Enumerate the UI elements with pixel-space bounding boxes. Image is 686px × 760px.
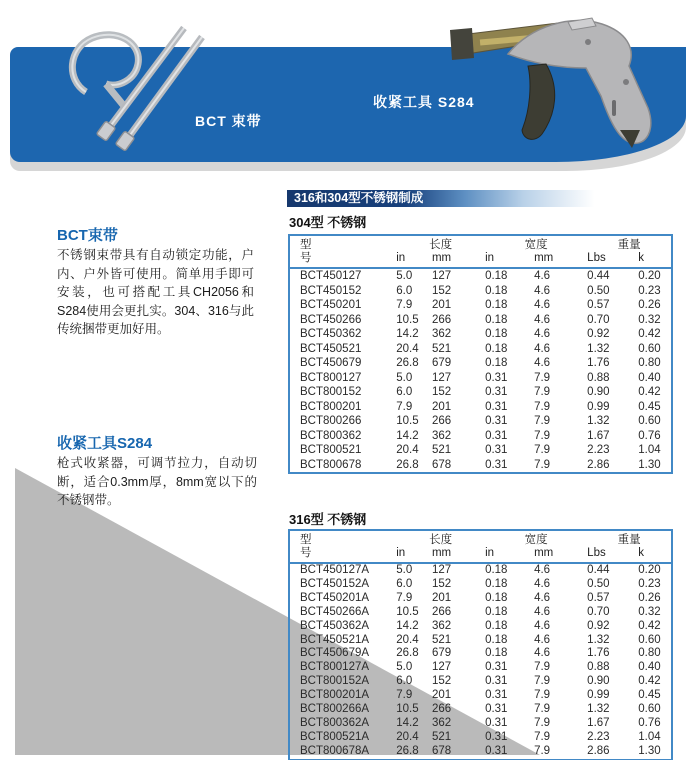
spec-value-cell: 20.4 — [396, 730, 419, 743]
spec-value-cell: 266 — [431, 415, 452, 427]
spec-value-cell: 0.32 — [638, 313, 661, 326]
col-header-width: 宽度 — [524, 534, 548, 546]
model-number-cell: BCT450152 — [300, 284, 362, 297]
spec-value-cell: 0.26 — [638, 299, 661, 311]
table-row — [289, 689, 672, 703]
table-row — [289, 400, 672, 415]
spec-value-cell: 0.50 — [587, 284, 610, 297]
col-header-weight: 重量 — [617, 534, 641, 546]
col-header-mm: mm — [432, 252, 485, 268]
banner-label-cable-tie: BCT 束带 — [195, 113, 262, 129]
spec-value-cell: 127 — [431, 270, 452, 282]
spec-value-cell: 7.9 — [396, 299, 413, 311]
spec-value-cell: 4.6 — [534, 270, 551, 282]
spec-value-cell: 7.9 — [396, 689, 413, 702]
spec-value-cell: 0.80 — [638, 357, 661, 369]
spec-value-cell: 0.18 — [485, 313, 508, 326]
spec-value-cell: 0.90 — [587, 386, 610, 398]
table-row — [289, 634, 672, 648]
spec-value-cell: 0.99 — [587, 400, 610, 413]
spec-value-cell: 362 — [431, 619, 452, 632]
spec-value-cell: 7.9 — [534, 730, 551, 743]
spec-value-cell: 0.60 — [638, 342, 661, 355]
spec-value-cell: 2.86 — [587, 458, 610, 471]
spec-value-cell: 0.45 — [638, 689, 661, 702]
spec-value-cell: 678 — [431, 458, 452, 471]
section-title-cable-tie: BCT束带 — [57, 227, 118, 244]
table-row — [289, 414, 672, 429]
table-row — [289, 703, 672, 717]
table-row — [289, 717, 672, 731]
model-number-cell: BCT800201 — [300, 400, 362, 413]
spec-value-cell: 0.31 — [485, 386, 508, 398]
spec-value-cell: 0.23 — [638, 577, 661, 590]
section-title-tool: 收紧工具S284 — [57, 435, 153, 452]
spec-value-cell: 14.2 — [396, 716, 419, 729]
spec-value-cell: 679 — [431, 357, 452, 369]
spec-value-cell: 152 — [431, 577, 452, 590]
col-header-width: 宽度 — [524, 239, 548, 251]
spec-value-cell: 10.5 — [396, 703, 419, 716]
spec-value-cell: 0.23 — [638, 284, 661, 297]
spec-value-cell: 0.42 — [638, 675, 661, 688]
spec-value-cell: 0.31 — [485, 415, 508, 427]
spec-value-cell: 4.6 — [534, 633, 551, 646]
spec-value-cell: 0.40 — [638, 661, 661, 674]
col-header-mm: mm — [432, 547, 485, 563]
spec-value-cell: 679 — [431, 647, 452, 660]
spec-value-cell: 0.31 — [485, 689, 508, 702]
spec-value-cell: 266 — [431, 313, 452, 326]
table-header-row — [289, 235, 672, 252]
col-header-mm: mm — [534, 252, 587, 268]
spec-value-cell: 0.18 — [485, 564, 508, 576]
table-row — [289, 371, 672, 386]
model-number-cell: BCT450127 — [300, 270, 362, 282]
model-number-cell: BCT800152A — [300, 675, 370, 688]
table-title-304: 304型 不锈钢 — [289, 215, 367, 230]
table-header-row — [289, 547, 672, 563]
spec-value-cell: 7.9 — [534, 386, 551, 398]
spec-value-cell: 0.32 — [638, 605, 661, 618]
model-number-cell: BCT450201 — [300, 299, 362, 311]
col-header-in: in — [396, 547, 432, 563]
spec-table-316 — [288, 529, 673, 760]
spec-value-cell: 0.42 — [638, 386, 661, 398]
model-number-cell: BCT800678 — [300, 458, 362, 471]
spec-value-cell: 0.18 — [485, 357, 508, 369]
col-header-model-bottom: 号 — [289, 252, 396, 268]
spec-value-cell: 0.88 — [587, 661, 610, 674]
spec-value-cell: 7.9 — [534, 661, 551, 674]
model-number-cell: BCT800201A — [300, 689, 370, 702]
spec-value-cell: 10.5 — [396, 313, 419, 326]
model-number-cell: BCT450152A — [300, 577, 370, 590]
table-row — [289, 620, 672, 634]
col-header-k: k — [638, 547, 672, 563]
spec-value-cell: 152 — [431, 386, 452, 398]
spec-value-cell: 0.31 — [485, 371, 508, 384]
spec-value-cell: 6.0 — [396, 577, 413, 590]
model-number-cell: BCT800127 — [300, 371, 362, 384]
spec-value-cell: 0.88 — [587, 371, 610, 384]
spec-value-cell: 10.5 — [396, 605, 419, 618]
spec-value-cell: 0.31 — [485, 744, 508, 757]
table-title-316: 316型 不锈钢 — [289, 512, 367, 527]
spec-value-cell: 0.31 — [485, 703, 508, 716]
table-row — [289, 661, 672, 675]
model-number-cell: BCT450362 — [300, 328, 362, 340]
spec-value-cell: 0.18 — [485, 284, 508, 297]
spec-value-cell: 20.4 — [396, 342, 419, 355]
spec-value-cell: 2.23 — [587, 444, 610, 456]
spec-value-cell: 6.0 — [396, 675, 413, 688]
model-number-cell: BCT450521A — [300, 633, 370, 646]
spec-value-cell: 6.0 — [396, 386, 413, 398]
spec-value-cell: 1.32 — [587, 633, 610, 646]
spec-value-cell: 1.32 — [587, 415, 610, 427]
spec-value-cell: 0.31 — [485, 675, 508, 688]
model-number-cell: BCT450266A — [300, 605, 370, 618]
banner-label-tool: 收紧工具 S284 — [373, 94, 475, 110]
spec-value-cell: 0.60 — [638, 415, 661, 427]
spec-value-cell: 7.9 — [534, 415, 551, 427]
spec-value-cell: 521 — [431, 633, 452, 646]
spec-value-cell: 0.42 — [638, 619, 661, 632]
spec-value-cell: 362 — [431, 328, 452, 340]
spec-value-cell: 4.6 — [534, 564, 551, 576]
spec-value-cell: 678 — [431, 744, 452, 757]
tension-tool-illustration — [450, 10, 686, 152]
col-header-length: 长度 — [429, 534, 453, 546]
spec-value-cell: 152 — [431, 675, 452, 688]
table-row — [289, 606, 672, 620]
table-row — [289, 578, 672, 592]
spec-value-cell: 7.9 — [534, 675, 551, 688]
spec-value-cell: 127 — [431, 661, 452, 674]
table-row — [289, 443, 672, 458]
section-body-cable-tie: 不锈钢束带具有自动锁定功能，户内、户外皆可使用。简单用手即可安装，也可搭配工具CH2056和S284使用会更扎实。304、316与此传统捆带更加好用。 — [57, 248, 254, 336]
spec-value-cell: 0.90 — [587, 675, 610, 688]
spec-value-cell: 7.9 — [534, 689, 551, 702]
table-header-row — [289, 252, 672, 268]
spec-value-cell: 4.6 — [534, 342, 551, 355]
table-row — [289, 284, 672, 299]
model-number-cell: BCT450679 — [300, 357, 362, 369]
spec-value-cell: 4.6 — [534, 284, 551, 297]
spec-value-cell: 7.9 — [534, 716, 551, 729]
spec-value-cell: 0.18 — [485, 342, 508, 355]
spec-value-cell: 6.0 — [396, 284, 413, 297]
spec-value-cell: 26.8 — [396, 647, 419, 660]
spec-value-cell: 5.0 — [396, 661, 413, 674]
spec-value-cell: 0.44 — [587, 564, 610, 576]
col-header-in: in — [485, 252, 534, 268]
spec-value-cell: 0.60 — [638, 703, 661, 716]
spec-section-header: 316和304型不锈钢制成 — [287, 190, 681, 207]
spec-value-cell: 521 — [431, 730, 452, 743]
table-row — [289, 356, 672, 371]
col-header-k: k — [638, 252, 672, 268]
spec-value-cell: 10.5 — [396, 415, 419, 427]
spec-value-cell: 4.6 — [534, 299, 551, 311]
spec-value-cell: 1.30 — [638, 744, 661, 757]
col-header-weight: 重量 — [617, 239, 641, 251]
col-header-lbs: Lbs — [587, 547, 638, 563]
spec-value-cell: 0.18 — [485, 299, 508, 311]
spec-value-cell: 201 — [431, 400, 452, 413]
spec-value-cell: 0.18 — [485, 328, 508, 340]
table-row — [289, 458, 672, 474]
spec-value-cell: 14.2 — [396, 328, 419, 340]
spec-value-cell: 5.0 — [396, 564, 413, 576]
col-header-in: in — [485, 547, 534, 563]
table-row — [289, 731, 672, 745]
spec-value-cell: 0.57 — [587, 299, 610, 311]
col-header-model-bottom: 号 — [289, 547, 396, 563]
model-number-cell: BCT450127A — [300, 564, 370, 576]
spec-value-cell: 5.0 — [396, 270, 413, 282]
table-row — [289, 429, 672, 444]
spec-value-cell: 521 — [431, 444, 452, 456]
spec-value-cell: 26.8 — [396, 458, 419, 471]
spec-value-cell: 0.18 — [485, 633, 508, 646]
col-header-model-top: 型 — [300, 534, 312, 546]
spec-value-cell: 0.70 — [587, 605, 610, 618]
spec-value-cell: 0.31 — [485, 716, 508, 729]
table-row — [289, 385, 672, 400]
spec-value-cell: 152 — [431, 284, 452, 297]
cable-ties-illustration — [58, 20, 218, 155]
spec-value-cell: 0.99 — [587, 689, 610, 702]
col-header-length: 长度 — [429, 239, 453, 251]
col-header-in: in — [396, 252, 432, 268]
spec-value-cell: 0.31 — [485, 730, 508, 743]
spec-value-cell: 1.04 — [638, 730, 661, 743]
spec-value-cell: 5.0 — [396, 371, 413, 384]
col-header-model-top: 型 — [300, 239, 312, 251]
spec-value-cell: 26.8 — [396, 357, 419, 369]
spec-value-cell: 0.92 — [587, 619, 610, 632]
spec-value-cell: 4.6 — [534, 591, 551, 604]
spec-value-cell: 266 — [431, 605, 452, 618]
spec-value-cell: 0.76 — [638, 716, 661, 729]
spec-value-cell: 1.30 — [638, 458, 661, 471]
spec-value-cell: 0.50 — [587, 577, 610, 590]
col-header-lbs: Lbs — [587, 252, 638, 268]
model-number-cell: BCT450679A — [300, 647, 370, 660]
spec-value-cell: 1.32 — [587, 703, 610, 716]
spec-value-cell: 0.60 — [638, 633, 661, 646]
spec-value-cell: 0.31 — [485, 444, 508, 456]
model-number-cell: BCT800678A — [300, 744, 370, 757]
spec-value-cell: 4.6 — [534, 605, 551, 618]
model-number-cell: BCT800521 — [300, 444, 362, 456]
table-header-row — [289, 530, 672, 547]
model-number-cell: BCT450362A — [300, 619, 370, 632]
table-row — [289, 592, 672, 606]
spec-value-cell: 20.4 — [396, 444, 419, 456]
spec-value-cell: 521 — [431, 342, 452, 355]
model-number-cell: BCT800266A — [300, 703, 370, 716]
table-row — [289, 268, 672, 284]
spec-value-cell: 7.9 — [534, 371, 551, 384]
spec-value-cell: 4.6 — [534, 328, 551, 340]
spec-value-cell: 7.9 — [396, 591, 413, 604]
spec-value-cell: 2.86 — [587, 744, 610, 757]
spec-value-cell: 7.9 — [534, 444, 551, 456]
section-body-tool: 枪式收紧器，可调节拉力，自动切断，适合0.3mm厚，8mm宽以下的不锈钢带。 — [57, 456, 257, 507]
spec-value-cell: 0.20 — [638, 270, 661, 282]
spec-value-cell: 0.18 — [485, 577, 508, 590]
model-number-cell: BCT800152 — [300, 386, 362, 398]
spec-value-cell: 4.6 — [534, 577, 551, 590]
spec-value-cell: 0.31 — [485, 458, 508, 471]
table-row — [289, 647, 672, 661]
spec-value-cell: 127 — [431, 564, 452, 576]
spec-value-cell: 1.67 — [587, 429, 610, 442]
spec-value-cell: 4.6 — [534, 619, 551, 632]
spec-value-cell: 7.9 — [534, 400, 551, 413]
spec-value-cell: 266 — [431, 703, 452, 716]
spec-value-cell: 2.23 — [587, 730, 610, 743]
table-row — [289, 313, 672, 328]
model-number-cell: BCT800521A — [300, 730, 370, 743]
spec-value-cell: 0.18 — [485, 605, 508, 618]
table-row — [289, 342, 672, 357]
spec-value-cell: 201 — [431, 591, 452, 604]
spec-value-cell: 362 — [431, 716, 452, 729]
spec-value-cell: 7.9 — [534, 703, 551, 716]
model-number-cell: BCT450266 — [300, 313, 362, 326]
spec-value-cell: 4.6 — [534, 313, 551, 326]
model-number-cell: BCT800362 — [300, 429, 362, 442]
spec-value-cell: 0.26 — [638, 591, 661, 604]
model-number-cell: BCT800127A — [300, 661, 370, 674]
spec-value-cell: 0.18 — [485, 270, 508, 282]
model-number-cell: BCT450201A — [300, 591, 370, 604]
spec-value-cell: 1.04 — [638, 444, 661, 456]
model-number-cell: BCT800362A — [300, 716, 370, 729]
spec-value-cell: 0.80 — [638, 647, 661, 660]
spec-value-cell: 201 — [431, 689, 452, 702]
table-row — [289, 298, 672, 313]
spec-value-cell: 4.6 — [534, 357, 551, 369]
spec-value-cell: 0.76 — [638, 429, 661, 442]
spec-value-cell: 26.8 — [396, 744, 419, 757]
spec-value-cell: 0.42 — [638, 328, 661, 340]
spec-value-cell: 0.31 — [485, 400, 508, 413]
spec-value-cell: 127 — [431, 371, 452, 384]
model-number-cell: BCT800266 — [300, 415, 362, 427]
spec-value-cell: 1.76 — [587, 357, 610, 369]
spec-value-cell: 201 — [431, 299, 452, 311]
spec-value-cell: 14.2 — [396, 619, 419, 632]
spec-value-cell: 1.67 — [587, 716, 610, 729]
table-row — [289, 563, 672, 578]
spec-value-cell: 0.44 — [587, 270, 610, 282]
spec-value-cell: 1.32 — [587, 342, 610, 355]
spec-value-cell: 4.6 — [534, 647, 551, 660]
spec-value-cell: 0.70 — [587, 313, 610, 326]
col-header-mm: mm — [534, 547, 587, 563]
table-row — [289, 745, 672, 760]
spec-value-cell: 0.18 — [485, 647, 508, 660]
spec-value-cell: 0.20 — [638, 564, 661, 576]
spec-value-cell: 0.57 — [587, 591, 610, 604]
spec-value-cell: 0.40 — [638, 371, 661, 384]
spec-value-cell: 7.9 — [534, 429, 551, 442]
spec-value-cell: 0.18 — [485, 591, 508, 604]
spec-value-cell: 1.76 — [587, 647, 610, 660]
spec-value-cell: 0.31 — [485, 429, 508, 442]
table-row — [289, 675, 672, 689]
spec-value-cell: 0.45 — [638, 400, 661, 413]
spec-value-cell: 0.18 — [485, 619, 508, 632]
table-row — [289, 327, 672, 342]
spec-value-cell: 7.9 — [396, 400, 413, 413]
spec-table-304 — [288, 234, 673, 474]
spec-value-cell: 14.2 — [396, 429, 419, 442]
spec-value-cell: 7.9 — [534, 458, 551, 471]
spec-value-cell: 0.92 — [587, 328, 610, 340]
spec-value-cell: 362 — [431, 429, 452, 442]
spec-value-cell: 20.4 — [396, 633, 419, 646]
spec-value-cell: 0.31 — [485, 661, 508, 674]
model-number-cell: BCT450521 — [300, 342, 362, 355]
spec-value-cell: 7.9 — [534, 744, 551, 757]
